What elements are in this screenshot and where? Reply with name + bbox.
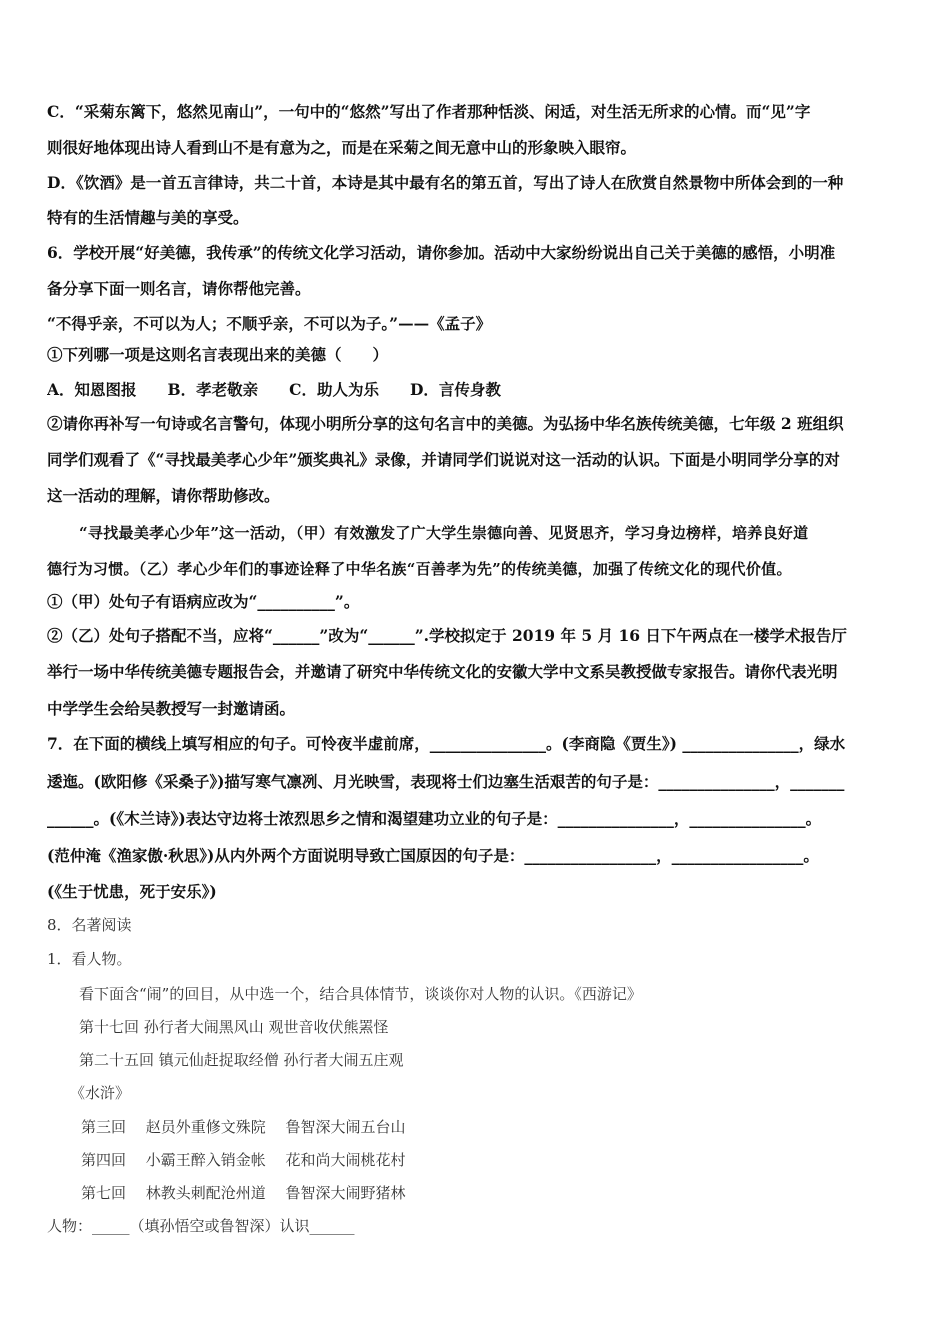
item-1-instruction: 看下面含“闹”的回目，从中选一个，结合具体情节，谈谈你对人物的认识。《西游记》 (79, 985, 642, 1003)
xiyouji-chapter-25: 第二十五回 镇元仙赶捉取经僧 孙行者大闹五庄观 (79, 1051, 404, 1069)
sub-question-1: ①下列哪一项是这则名言表现出来的美德（ ） (47, 345, 389, 364)
shuihu-title: 《水浒》 (70, 1084, 131, 1102)
option-d-line-1: D．《饮酒》是一首五言律诗，共二十首，本诗是其中最有名的第五首，写出了诗人在欣赏自然景物中所体会到的一种 (47, 173, 844, 192)
shuihu-chapter-4: 第四回 小霸王醉入销金帐 花和尚大闹桃花村 (81, 1151, 406, 1169)
question-7-line-5: (《生于忧患，死于安乐》) (47, 882, 217, 901)
question-7-line-3: ______。(《木兰诗》)表达守边将士浓烈思乡之情和渴望建功立业的句子是：_______________，_______________。 (47, 809, 822, 828)
option-c-line-2: 则很好地体现出诗人看到山不是有意为之，而是在采菊之间无意中山的形象映入眼帘。 (47, 138, 637, 157)
question-7-line-4: (范仲淹《渔家傲·秋思》)从内外两个方面说明导致亡国原因的句子是：_________________，_________________。 (47, 846, 819, 865)
option-d-line-2: 特有的生活情趣与美的享受。 (47, 208, 249, 227)
fix-yi-line-2: 举行一场中华传统美德专题报告会，并邀请了研究中华传统文化的安徽大学中文系吴教授做专家报告。请你代表光明 (47, 662, 838, 681)
shuihu-chapter-3: 第三回 赵员外重修文殊院 鲁智深大闹五台山 (81, 1118, 406, 1136)
question-8-title: 8．名著阅读 (47, 916, 132, 934)
fix-yi-line-1: ②（乙）处句子搭配不当，应将“______”改为“______”.学校拟定于 2019 年 5 月 16 日下午两点在一楼学术报告厅 (47, 626, 847, 645)
shuihu-chapter-7: 第七回 林教头刺配沧州道 鲁智深大闹野猪林 (81, 1184, 406, 1202)
question-6-line-1: 6．学校开展“好美德，我传承”的传统文化学习活动，请你参加。活动中大家纷纷说出自己关于美德的感悟，小明准 (47, 243, 836, 262)
item-1-title: 1．看人物。 (47, 950, 132, 968)
fix-jia-line: ①（甲）处句子有语病应改为“__________”。 (47, 592, 360, 611)
fix-yi-line-3: 中学学生会给吴教授写一封邀请函。 (47, 699, 296, 718)
mencius-quote: “不得乎亲，不可以为人；不顺乎亲，不可以为子。”——《孟子》 (47, 314, 492, 333)
question-7-line-1: 7．在下面的横线上填写相应的句子。可怜夜半虚前席，_______________。(李商隐《贾生》) _______________，绿水 (47, 734, 846, 753)
character-answer-line: 人物：_____（填孙悟空或鲁智深）认识______ (47, 1217, 355, 1235)
sub-question-2-line-1: ②请你再补写一句诗或名言警句，体现小明所分享的这句名言中的美德。为弘扬中华名族传统美德，七年级 2 班组织 (47, 414, 844, 433)
question-6-line-2: 备分享下面一则名言，请你帮他完善。 (47, 279, 311, 298)
xiyouji-chapter-17: 第十七回 孙行者大闹黑风山 观世音收伏熊罴怪 (79, 1018, 389, 1036)
passage-line-1: “寻找最美孝心少年”这一活动，（甲）有效激发了广大学生崇德向善、见贤思齐，学习身边榜样，培养良好道 (79, 524, 809, 542)
choice-options: A．知恩图报 B．孝老敬亲 C．助人为乐 D．言传身教 (47, 380, 501, 399)
sub-question-2-line-2: 同学们观看了《“寻找最美孝心少年”颁奖典礼》录像，并请同学们说说对这一活动的认识。下面是小明同学分享的对 (47, 450, 840, 469)
sub-question-2-line-3: 这一活动的理解，请你帮助修改。 (47, 486, 280, 505)
option-c-line-1: C．“采菊东篱下，悠然见南山”，一句中的“悠然”写出了作者那种恬淡、闲适，对生活无所求的心情。而“见”字 (47, 102, 811, 121)
passage-line-2: 德行为习惯。（乙）孝心少年们的事迹诠释了中华名族“百善孝为先”的传统美德，加强了传统文化的现代价值。 (47, 560, 792, 578)
question-7-line-2: 逶迤。(欧阳修《采桑子》)描写寒气凛冽、月光映雪，表现将士们边塞生活艰苦的句子是：_______________，_______ (47, 772, 845, 791)
